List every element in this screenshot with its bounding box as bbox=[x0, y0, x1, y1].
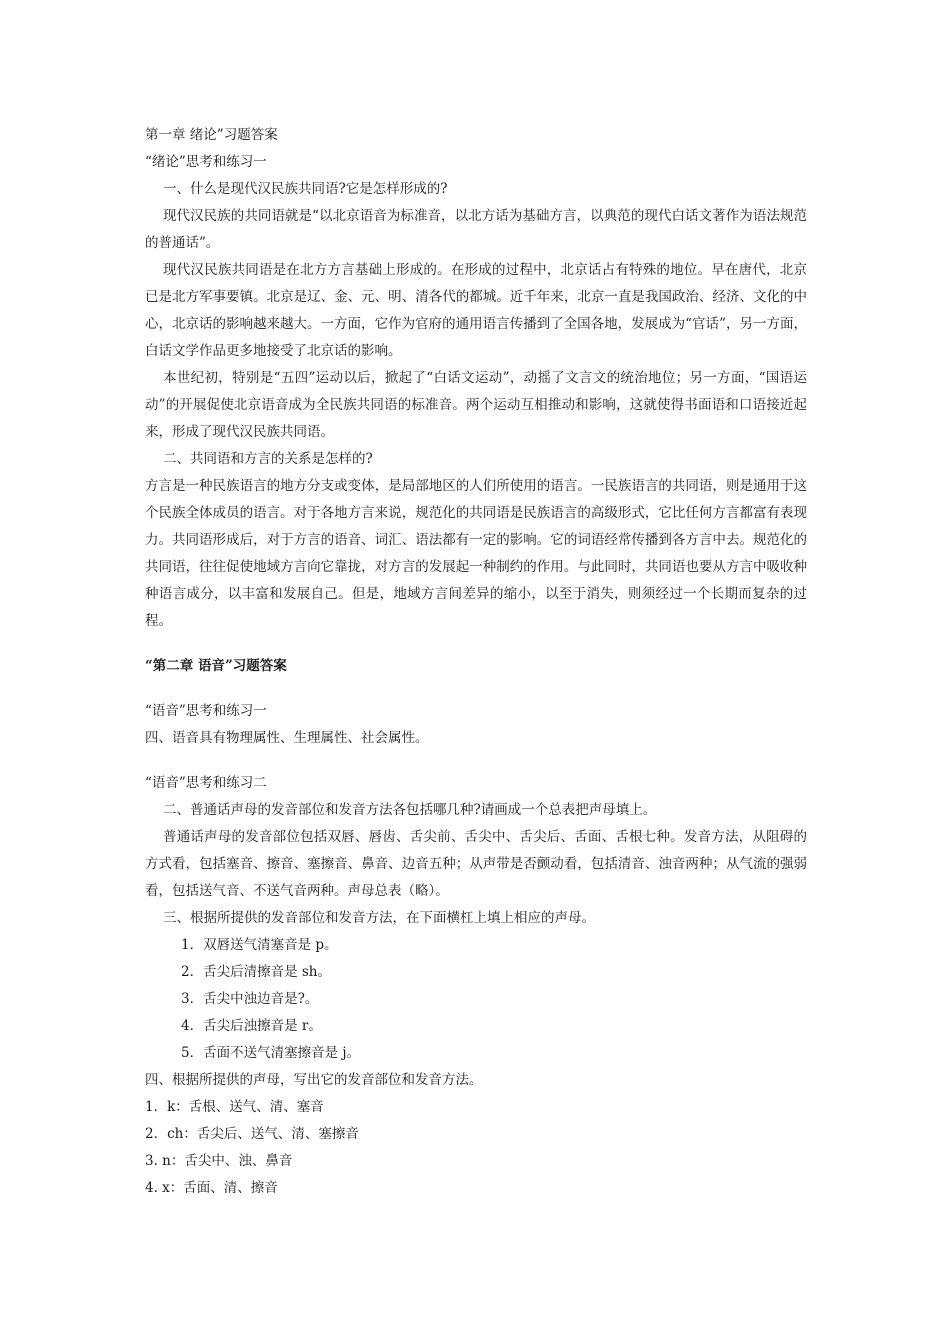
list-item: 4. x：舌面、清、擦音 bbox=[145, 1180, 278, 1196]
chapter1-title: 第一章 绪论”习题答案 bbox=[145, 127, 278, 143]
list-item: 5．舌面不送气清塞擦音是 j。 bbox=[181, 1045, 361, 1061]
chapter1-paragraph-3: 本世纪初，特别是“五四”运动以后，掀起了“白话文运动”，动摇了文言文的统治地位；另一方面，“国语运动”的开展促使北京语音成为全民族共同语的标准音。两个运动互相推动和影响，这就使得书面语和口语接近起来，形成了现代汉民族共同语。 bbox=[145, 370, 807, 440]
chapter2-exercise-1-answer-4: 四、语音具有物理属性、生理属性、社会属性。 bbox=[145, 730, 429, 746]
chapter2-exercise-2-title: “语音”思考和练习二 bbox=[145, 775, 267, 791]
list-item: 2．ch：舌尖后、送气、清、塞擦音 bbox=[145, 1126, 359, 1142]
chapter1-question-2: 二、共同语和方言的关系是怎样的? bbox=[163, 451, 373, 467]
chapter2-exercise-2-question-3: 三、根据所提供的发音部位和发音方法，在下面横杠上填上相应的声母。 bbox=[163, 910, 595, 926]
chapter1-question-1: 一、什么是现代汉民族共同语?它是怎样形成的? bbox=[163, 181, 448, 197]
list-item: 3．舌尖中浊边音是?。 bbox=[181, 991, 319, 1007]
list-item: 1．双唇送气清塞音是 p。 bbox=[181, 937, 338, 953]
chapter2-exercise-2-question-4: 四、根据所提供的声母，写出它的发音部位和发音方法。 bbox=[145, 1072, 483, 1088]
list-item: 3. n：舌尖中、浊、鼻音 bbox=[145, 1153, 293, 1169]
chapter1-section-title: “绪论”思考和练习一 bbox=[145, 154, 267, 170]
chapter1-paragraph-1: 现代汉民族的共同语就是“以北京语音为标准音，以北方话为基础方言，以典范的现代白话文著作为语法规范的普通话”。 bbox=[145, 208, 807, 251]
chapter1-paragraph-2: 现代汉民族共同语是在北方方言基础上形成的。在形成的过程中，北京话占有特殊的地位。早在唐代，北京已是北方军事要镇。北京是辽、金、元、明、清各代的都城。近千年来，北京一直是我国政治、经济、文化的中心，北京话的影响越来越大。一方面，它作为官府的通用语言传播到了全国各地，发展成为“官话”，另一方面，白话文学作品更多地接受了北京话的影响。 bbox=[145, 262, 807, 359]
list-item: 2．舌尖后清擦音是 sh。 bbox=[181, 964, 332, 980]
spacer bbox=[145, 635, 807, 653]
spacer bbox=[145, 752, 807, 770]
list-item: 1．k：舌根、送气、清、塞音 bbox=[145, 1099, 324, 1115]
list-item: 4．舌尖后浊擦音是 r。 bbox=[181, 1018, 322, 1034]
spacer bbox=[145, 680, 807, 698]
chapter2-title: “第二章 语音”习题答案 bbox=[145, 658, 287, 674]
document-page bbox=[145, 122, 807, 1202]
chapter2-exercise-1-title: “语音”思考和练习一 bbox=[145, 703, 267, 719]
chapter1-paragraph-4: 方言是一种民族语言的地方分支或变体，是局部地区的人们所使用的语言。一民族语言的共同语，则是通用于这个民族全体成员的语言。对于各地方言来说，规范化的共同语是民族语言的高级形式，它比任何方言都富有表现力。共同语形成后，对于方言的语音、词汇、语法都有一定的影响。它的词语经常传播到各方言中去。规范化的共同语，往往促使地域方言向它靠拢，对方言的发展起一种制约的作用。与此同时，共同语也要从方言中吸收种种语言成分，以丰富和发展自己。但是，地域方言间差异的缩小，以至于消失，则须经过一个长期而复杂的过程。 bbox=[145, 478, 807, 629]
chapter2-exercise-2-paragraph: 普通话声母的发音部位包括双唇、唇齿、舌尖前、舌尖中、舌尖后、舌面、舌根七种。发音方法，从阻碍的方式看，包括塞音、擦音、塞擦音、鼻音、边音五种；从声带是否颤动看，包括清音、浊音两种；从气流的强弱看，包括送气音、不送气音两种。声母总表（略）。 bbox=[145, 829, 807, 899]
chapter2-exercise-2-question-2: 二、普通话声母的发音部位和发音方法各包括哪几种?请画成一个总表把声母填上。 bbox=[163, 802, 657, 818]
